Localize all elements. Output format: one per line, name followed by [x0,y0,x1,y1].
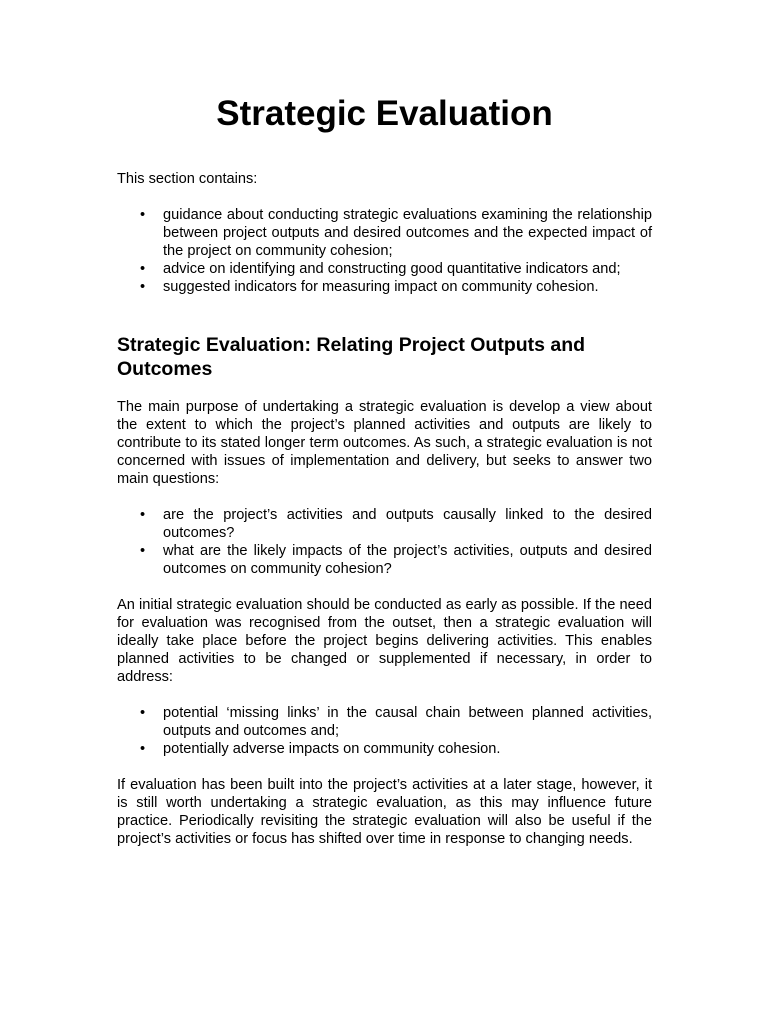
bullet-icon: • [140,507,146,523]
intro-text: This section contains: [117,171,258,187]
bullet-icon: • [140,207,146,223]
contains-list [117,206,652,296]
page-title: Strategic Evaluation [216,94,553,133]
list-item-text: potentially adverse impacts on community cohesion. [163,741,501,757]
list-item-text: are the project’s activities and outputs causally linked to the desired outcomes? [163,507,652,541]
questions-list [117,506,652,578]
bullet-icon: • [140,741,146,757]
bullet-icon: • [140,279,146,295]
list-item [117,740,652,758]
bullet-icon: • [140,543,146,559]
list-item [117,278,652,296]
section-heading: Strategic Evaluation: Relating Project Outputs and Outcomes [117,334,586,380]
list-item [117,704,652,740]
paragraph-later-stage: If evaluation has been built into the project’s activities at a later stage, however, it is still worth undertaking a strategic evaluation, as this may influence future practice. Periodically revisiting the strategic evaluation will also be useful if the project’s activities or focus has shifted over time in response to changing needs. [117,777,652,847]
address-list [117,704,652,758]
bullet-icon: • [140,261,146,277]
list-item-text: advice on identifying and constructing good quantitative indicators and; [163,261,621,277]
list-item [117,206,652,260]
list-item-text: suggested indicators for measuring impact on community cohesion. [163,279,599,295]
list-item [117,260,652,278]
paragraph-initial-evaluation: An initial strategic evaluation should be conducted as early as possible. If the need for evaluation was recognised from the outset, then a strategic evaluation will ideally take place before the project begins delivering activities. This enables planned activities to be changed or supplemented if necessary, in order to address: [117,597,652,685]
list-item-text: potential ‘missing links’ in the causal chain between planned activities, outputs and outcomes and; [163,705,652,739]
list-item [117,506,652,542]
list-item-text: guidance about conducting strategic evaluations examining the relationship between project outputs and desired outcomes and the expected impact of the project on community cohesion; [163,207,652,259]
bullet-icon: • [140,705,146,721]
paragraph-purpose: The main purpose of undertaking a strategic evaluation is develop a view about the extent to which the project’s planned activities and outputs are likely to contribute to its stated longer term outcomes. As such, a strategic evaluation is not concerned with issues of implementation and delivery, but seeks to answer two main questions: [117,399,652,487]
list-item [117,542,652,578]
list-item-text: what are the likely impacts of the project’s activities, outputs and desired outcomes on community cohesion? [163,543,652,577]
